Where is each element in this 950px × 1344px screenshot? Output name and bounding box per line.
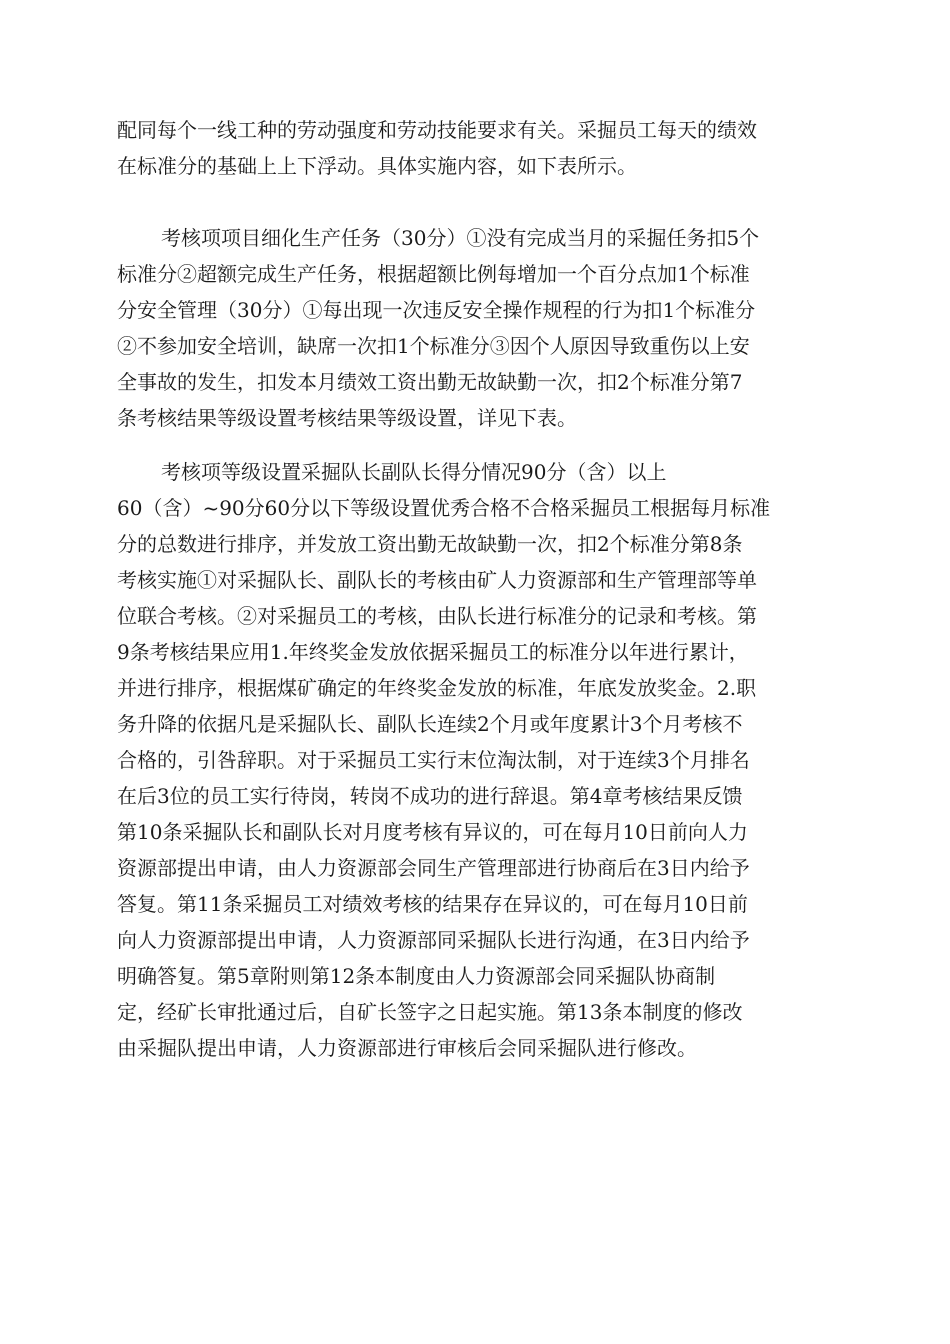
text-line: 务升降的依据凡是采掘队长、副队长连续2个月或年度累计3个月考核不: [117, 712, 743, 736]
text-line: 分安全管理（30分）①每出现一次违反安全操作规程的行为扣1个标准分: [117, 298, 756, 322]
text-line: ②不参加安全培训，缺席一次扣1个标准分③因个人原因导致重伤以上安: [117, 334, 750, 358]
text-line: 考核项项目细化生产任务（30分）①没有完成当月的采掘任务扣5个: [161, 226, 760, 250]
text-line: 向人力资源部提出申请，人力资源部同采掘队长进行沟通，在3日内给予: [117, 928, 750, 952]
text-line: 考核实施①对采掘队长、副队长的考核由矿人力资源部和生产管理部等单: [117, 568, 757, 592]
text-line: 位联合考核。②对采掘员工的考核，由队长进行标准分的记录和考核。第: [117, 604, 757, 628]
text-line: 第10条采掘队长和副队长对月度考核有异议的，可在每月10日前向人力: [117, 820, 748, 844]
text-line: 资源部提出申请，由人力资源部会同生产管理部进行协商后在3日内给予: [117, 856, 750, 880]
text-line: 合格的，引咎辞职。对于采掘员工实行末位淘汰制，对于连续3个月排名: [117, 748, 750, 772]
paragraph-1: [117, 112, 833, 184]
text-line: 在后3位的员工实行待岗，转岗不成功的进行辞退。第4章考核结果反馈: [117, 784, 743, 808]
text-line: 答复。第11条采掘员工对绩效考核的结果存在异议的，可在每月10日前: [117, 892, 748, 916]
text-line: 在标准分的基础上上下浮动。具体实施内容，如下表所示。: [117, 154, 637, 178]
text-line: 全事故的发生，扣发本月绩效工资出勤无故缺勤一次，扣2个标准分第7: [117, 370, 743, 394]
text-line: 配同每个一线工种的劳动强度和劳动技能要求有关。采掘员工每天的绩效: [117, 118, 757, 142]
text-line: 定，经矿长审批通过后，自矿长签字之日起实施。第13条本制度的修改: [117, 1000, 743, 1024]
paragraph-3: [117, 454, 833, 1066]
text-line: 由采掘队提出申请，人力资源部进行审核后会同采掘队进行修改。: [117, 1036, 697, 1060]
text-line: 明确答复。第5章附则第12条本制度由人力资源部会同采掘队协商制: [117, 964, 716, 988]
text-line: 分的总数进行排序，并发放工资出勤无故缺勤一次，扣2个标准分第8条: [117, 532, 743, 556]
text-line: 并进行排序，根据煤矿确定的年终奖金发放的标准，年底发放奖金。2.职: [117, 676, 757, 700]
text-line: 标准分②超额完成生产任务，根据超额比例每增加一个百分点加1个标准: [117, 262, 750, 286]
text-line: 考核项等级设置采掘队长副队长得分情况90分（含）以上: [161, 460, 667, 484]
text-line: 条考核结果等级设置考核结果等级设置，详见下表。: [117, 406, 577, 430]
text-line: 9条考核结果应用1.年终奖金发放依据采掘员工的标准分以年进行累计，: [117, 640, 749, 664]
text-line: 60（含）~90分60分以下等级设置优秀合格不合格采掘员工根据每月标准: [117, 496, 771, 520]
paragraph-2: [117, 220, 833, 436]
